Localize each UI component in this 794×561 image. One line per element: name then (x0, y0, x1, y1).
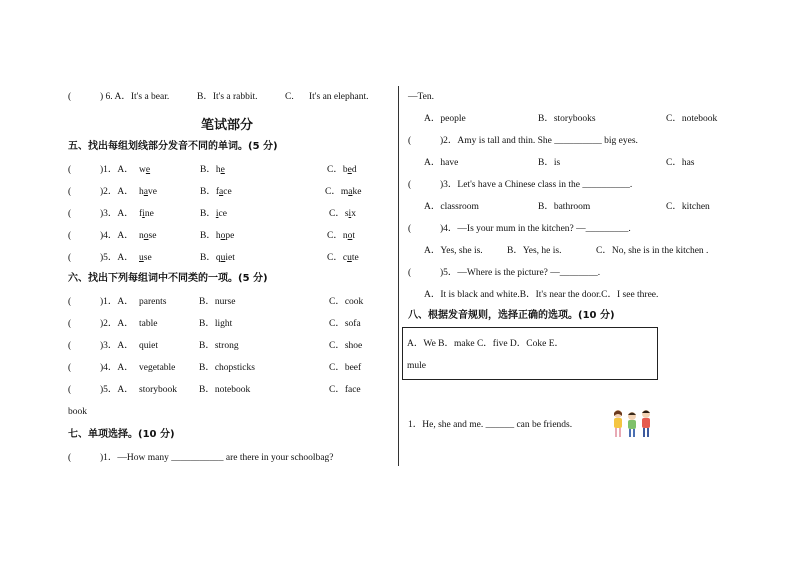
option-b: B．nurse (199, 297, 236, 307)
option-a: have (139, 187, 157, 197)
question-2: )2．Amy is tall and thin. She __________ big eyes. (440, 136, 638, 146)
option-c: C．cute (327, 253, 359, 263)
question-number: )5．A． (100, 253, 134, 263)
option-c: C．make (325, 187, 362, 197)
section-8-q1: 1．He, she and me. ______ can be friends. (408, 420, 573, 430)
option-c: C．six (329, 209, 356, 219)
option-b: B．chopsticks (199, 363, 255, 373)
answer-blank[interactable]: __________. (582, 180, 633, 190)
answer-paren: ( (68, 231, 72, 241)
option-b: B．face (200, 187, 232, 197)
answer-paren: ( (68, 341, 72, 351)
answer-paren: ( (408, 136, 412, 146)
option-b: B．quiet (200, 253, 235, 263)
box-options-line-2: mule (407, 361, 426, 371)
answer-blank[interactable]: _________. (585, 224, 631, 234)
section-7-q1: )1．—How many ___________ are there in your schoolbag? (100, 453, 334, 463)
answer-paren: ( (68, 319, 72, 329)
wrapped-text: book (68, 407, 87, 417)
option-c: C．shoe (329, 341, 363, 351)
question-5-options: A．It is black and white.B．It's near the door.C．I see three. (424, 290, 659, 300)
section-6-heading: 六、找出下列每组词中不同类的一项。(5 分) (68, 273, 268, 284)
answer-blank[interactable]: ________. (559, 268, 601, 278)
answer-paren: ( (68, 297, 72, 307)
option-c: C．No, she is in the kitchen . (596, 246, 709, 256)
option-a: we (139, 165, 151, 175)
written-section-title: 笔试部分 (201, 118, 254, 133)
question-number: )1．A． (100, 297, 134, 307)
answer-paren: ( (68, 253, 72, 263)
answer-paren: ( (68, 385, 72, 395)
box-options-line: A．We B．make C．five D．Coke E． (407, 339, 565, 349)
question-5: )5．—Where is the picture? —________. (440, 268, 601, 278)
option-c: C．sofa (329, 319, 361, 329)
option-b: B．strong (199, 341, 239, 351)
q6-paren: ( (68, 92, 72, 102)
answer-paren: ( (408, 224, 412, 234)
option-a: table (139, 319, 158, 329)
question-number: )2．A． (100, 187, 134, 197)
question-number: )5．A． (100, 385, 134, 395)
question-number: )4．A． (100, 231, 134, 241)
question-number: )1．A． (100, 165, 134, 175)
option-b: B．notebook (199, 385, 251, 395)
answer-blank[interactable]: ___________ (171, 453, 224, 463)
option-b: B．is (538, 158, 561, 168)
answer-blank[interactable]: __________ (554, 136, 602, 146)
option-b: B．storybooks (538, 114, 596, 124)
answer-blank[interactable]: ______ (485, 420, 515, 430)
option-b: B．Yes, he is. (507, 246, 562, 256)
section-7-heading: 七、单项选择。(10 分) (68, 429, 175, 440)
option-a: use (139, 253, 152, 263)
option-a: nose (139, 231, 157, 241)
answer-paren: ( (408, 268, 412, 278)
option-b: B．hope (200, 231, 235, 241)
option-c: C．not (327, 231, 355, 241)
option-c: C．face (329, 385, 361, 395)
option-c: C．has (666, 158, 695, 168)
option-b: B．ice (200, 209, 227, 219)
q1-answer: —Ten. (408, 92, 434, 102)
question-number: )3．A． (100, 341, 134, 351)
option-c: C．notebook (666, 114, 718, 124)
option-c: C．cook (329, 297, 364, 307)
answer-paren: ( (408, 180, 412, 190)
option-a: A．classroom (424, 202, 479, 212)
q6-option-a: ) 6. A．It's a bear. (100, 92, 170, 102)
q6-option-b: B．It's a rabbit. (197, 92, 258, 102)
option-a: storybook (139, 385, 177, 395)
answer-paren: ( (68, 453, 72, 463)
answer-paren: ( (68, 209, 72, 219)
section-5-heading: 五、找出每组划线部分发音不同的单词。(5 分) (68, 141, 278, 152)
option-c: C．bed (327, 165, 357, 175)
question-number: )2．A． (100, 319, 134, 329)
option-a: fine (139, 209, 154, 219)
option-a: vegetable (139, 363, 176, 373)
three-children-illustration (604, 408, 660, 440)
column-divider (398, 86, 399, 466)
option-a: A．have (424, 158, 459, 168)
word-options-box (402, 327, 658, 380)
option-b: B．he (200, 165, 225, 175)
question-3: )3．Let's have a Chinese class in the __________. (440, 180, 633, 190)
question-number: )3．A． (100, 209, 134, 219)
option-a: quiet (139, 341, 158, 351)
question-number: )4．A． (100, 363, 134, 373)
option-a: A．Yes, she is. (424, 246, 483, 256)
option-c: C．beef (329, 363, 362, 373)
q6-option-c: It's an elephant. (309, 92, 369, 102)
option-b: B．light (199, 319, 233, 329)
answer-paren: ( (68, 165, 72, 175)
q6-option-c-label: C. (285, 92, 294, 102)
option-c: C．kitchen (666, 202, 710, 212)
answer-paren: ( (68, 363, 72, 373)
option-a: A．people (424, 114, 466, 124)
option-b: B．bathroom (538, 202, 591, 212)
answer-paren: ( (68, 187, 72, 197)
section-8-heading: 八、根据发音规则，选择正确的选项。(10 分) (408, 310, 615, 321)
question-4: )4．—Is your mum in the kitchen? —_________. (440, 224, 631, 234)
option-a: parents (139, 297, 167, 307)
